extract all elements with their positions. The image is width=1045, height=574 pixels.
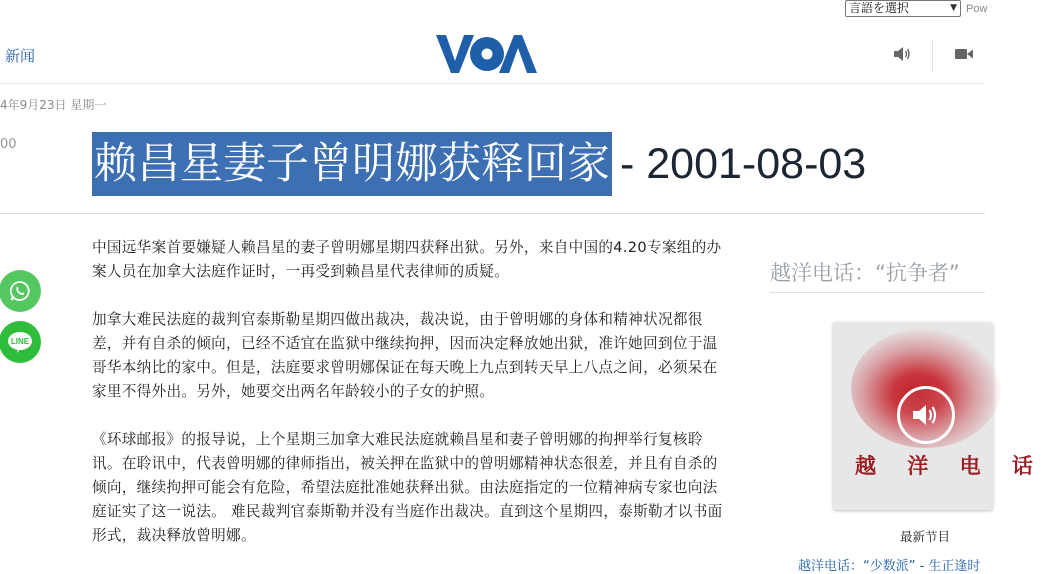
title-highlighted: 赖昌星妻子曾明娜获释回家 <box>92 132 612 196</box>
header-divider <box>932 41 933 71</box>
nav-news-link[interactable]: 新闻 <box>5 47 36 65</box>
sidebar-section-title[interactable]: 越洋电话：“抗争者” <box>770 261 960 285</box>
program-thumbnail[interactable] <box>833 322 1045 510</box>
share-whatsapp-button[interactable] <box>0 270 41 312</box>
article-paragraph: 《环球邮报》的报导说，上个星期三加拿大难民法庭就赖昌星和妻子曾明娜的拘押举行复核聆讯。在聆讯中，代表曾明娜的律师指出，被关押在监狱中的曾明娜精神状态很差，并且有自杀的倾向，继续拘押可能会有危险，希望法庭批准她获释出狱。由法庭指定的一位精神病专家也向法庭证实了这一说法。 难民裁判官泰斯勒并没有当庭作出裁决。直到这个星期四，泰斯勒才以书面形式，裁决释放曾明娜。 <box>92 431 723 544</box>
whatsapp-icon <box>8 279 32 303</box>
title-date: - 2001-08-03 <box>620 140 867 188</box>
language-select[interactable] <box>845 0 961 17</box>
play-audio-button[interactable] <box>897 386 955 444</box>
article-body <box>92 236 724 572</box>
article-paragraph: 加拿大难民法庭的裁判官泰斯勒星期四做出裁决，裁决说，由于曾明娜的身体和精神状况都很差，并有自杀的倾向，已经不适宜在监狱中继续拘押，因而决定释放她出狱，准许她回到位于温哥华本纳比的家中。但是，法庭要求曾明娜保证在每天晚上九点到转天早上八点之间，必须呆在家里不得外出。另外，她要交出两名年龄较小的子女的护照。 <box>92 311 718 400</box>
site-header <box>0 17 985 84</box>
sidebar-divider <box>770 292 985 293</box>
voa-logo[interactable] <box>436 33 537 75</box>
article-date: 4年9月23日 星期一 <box>0 98 107 112</box>
page-title <box>92 131 866 197</box>
share-line-button[interactable] <box>0 321 41 363</box>
program-link[interactable]: 越洋电话：“少数派” - 生正逢时 <box>798 559 981 574</box>
audio-icon[interactable] <box>892 45 912 63</box>
language-bar <box>845 0 987 17</box>
play-audio-icon <box>911 402 941 428</box>
article-paragraph: 中国远华案首要嫌疑人赖昌星的妻子曾明娜星期四获释出狱。另外，来自中国的4.20专案组的办案人员在加拿大法庭作证时，一再受到赖昌星代表律师的质疑。 <box>92 239 722 280</box>
language-select-value: 言語を選択 <box>849 1 910 15</box>
powered-by-text: Pow <box>966 2 988 15</box>
side-number: 00 <box>0 137 17 152</box>
latest-programs-label: 最新节目 <box>900 529 951 544</box>
title-divider <box>0 213 985 214</box>
line-icon <box>6 330 34 354</box>
thumbnail-brand-text: 越 洋 电 话 <box>855 454 1045 478</box>
chevron-down-icon: ▼ <box>950 3 957 13</box>
svg-text:LINE: LINE <box>10 337 30 346</box>
video-icon[interactable] <box>954 47 974 61</box>
